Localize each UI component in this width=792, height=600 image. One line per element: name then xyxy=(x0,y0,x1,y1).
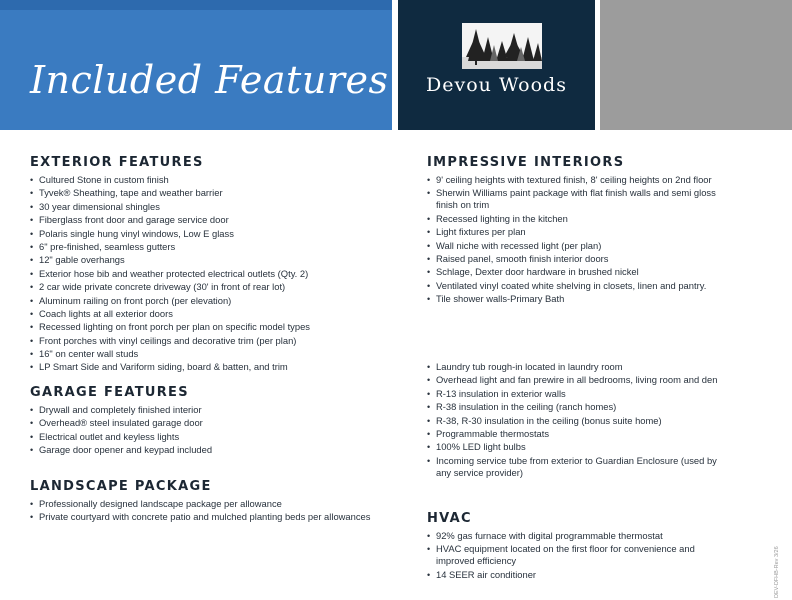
list-item: • Tile shower walls-Primary Bath xyxy=(427,293,727,305)
list-item: • Electrical outlet and keyless lights xyxy=(30,431,375,443)
list-item: • 16" on center wall studs xyxy=(30,348,375,360)
list-item: • Front porches with vinyl ceilings and decorative trim (per plan) xyxy=(30,335,375,347)
list-item: • Laundry tub rough-in located in laundry room xyxy=(427,361,727,373)
page-title: Included Features xyxy=(30,58,389,102)
section-additional-features xyxy=(427,357,727,480)
section-hvac xyxy=(427,511,727,582)
list-item: • Tyvek® Sheathing, tape and weather barrier xyxy=(30,187,375,199)
list-item: • Private courtyard with concrete patio and mulched planting beds per allowances xyxy=(30,511,375,523)
hvac-feature-list xyxy=(427,530,727,581)
section-exterior-features xyxy=(30,155,375,375)
section-title-interiors: IMPRESSIVE INTERIORS xyxy=(427,155,625,170)
list-item: • HVAC equipment located on the first floor for convenience and improved efficiency xyxy=(427,543,727,567)
pine-trees-logo-icon xyxy=(462,23,542,69)
exterior-feature-list xyxy=(30,174,375,374)
list-item: • Programmable thermostats xyxy=(427,428,727,440)
list-item: • Drywall and completely finished interior xyxy=(30,404,375,416)
section-title-landscape: LANDSCAPE PACKAGE xyxy=(30,479,212,494)
header-blue-panel xyxy=(0,0,392,130)
interior-feature-list xyxy=(427,174,727,305)
list-item: • Light fixtures per plan xyxy=(427,226,727,238)
list-item: • Sherwin Williams paint package with flat finish walls and semi gloss finish on trim xyxy=(427,187,727,211)
list-item: • Wall niche with recessed light (per plan) xyxy=(427,240,727,252)
list-item: • 30 year dimensional shingles xyxy=(30,201,375,213)
list-item: • 92% gas furnace with digital programmable thermostat xyxy=(427,530,727,542)
list-item: • 2 car wide private concrete driveway (30' in front of rear lot) xyxy=(30,281,375,293)
list-item: • Professionally designed landscape package per allowance xyxy=(30,498,375,510)
list-item: • Recessed lighting on front porch per plan on specific model types xyxy=(30,321,375,333)
list-item: • Overhead® steel insulated garage door xyxy=(30,417,375,429)
brand-name: Devou Woods xyxy=(426,74,567,96)
list-item: • 14 SEER air conditioner xyxy=(427,569,727,581)
list-item: • Coach lights at all exterior doors xyxy=(30,308,375,320)
section-garage-features xyxy=(30,385,375,458)
list-item: • Garage door opener and keypad included xyxy=(30,444,375,456)
additional-feature-list xyxy=(427,361,727,479)
document-code: DEV-DFHB-Rev 3/26 xyxy=(774,546,780,598)
list-item: • 6" pre-finished, seamless gutters xyxy=(30,241,375,253)
section-landscape-package xyxy=(30,479,375,525)
garage-feature-list xyxy=(30,404,375,456)
list-item: • Schlage, Dexter door hardware in brushed nickel xyxy=(427,266,727,278)
list-item: • R-13 insulation in exterior walls xyxy=(427,388,727,400)
list-item: • LP Smart Side and Variform siding, board & batten, and trim xyxy=(30,361,375,373)
header-gray-panel xyxy=(595,0,792,130)
list-item: • 9' ceiling heights with textured finish, 8' ceiling heights on 2nd floor xyxy=(427,174,727,186)
list-item: • R-38 insulation in the ceiling (ranch homes) xyxy=(427,401,727,413)
list-item: • Recessed lighting in the kitchen xyxy=(427,213,727,225)
list-item: • 12" gable overhangs xyxy=(30,254,375,266)
list-item: • 100% LED light bulbs xyxy=(427,441,727,453)
section-impressive-interiors xyxy=(427,155,727,307)
list-item: • Incoming service tube from exterior to Guardian Enclosure (used by any service provider) xyxy=(427,455,727,479)
landscape-feature-list xyxy=(30,498,375,523)
list-item: • Raised panel, smooth finish interior doors xyxy=(427,253,727,265)
list-item: • Polaris single hung vinyl windows, Low E glass xyxy=(30,228,375,240)
section-title-garage: GARAGE FEATURES xyxy=(30,385,189,400)
section-title-hvac: HVAC xyxy=(427,511,472,526)
list-item: • Aluminum railing on front porch (per elevation) xyxy=(30,295,375,307)
list-item: • Fiberglass front door and garage service door xyxy=(30,214,375,226)
list-item: • Exterior hose bib and weather protected electrical outlets (Qty. 2) xyxy=(30,268,375,280)
section-title-exterior: EXTERIOR FEATURES xyxy=(30,155,204,170)
list-item: • Overhead light and fan prewire in all bedrooms, living room and den xyxy=(427,374,727,386)
list-item: • Cultured Stone in custom finish xyxy=(30,174,375,186)
list-item: • R-38, R-30 insulation in the ceiling (bonus suite home) xyxy=(427,415,727,427)
list-item: • Ventilated vinyl coated white shelving in closets, linen and pantry. xyxy=(427,280,727,292)
